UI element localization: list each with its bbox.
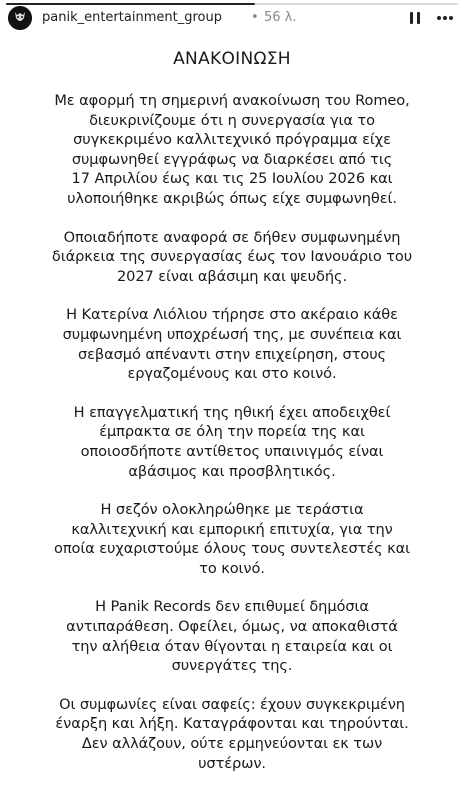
paragraph-line: Η Κατερίνα Λιόλιου τήρησε στο ακέραιο κάθε xyxy=(66,306,398,324)
story-header xyxy=(0,6,464,30)
paragraph-line: σεβασμό απέναντι στην επιχείρηση, στους xyxy=(77,345,387,363)
story-progress-bar xyxy=(6,3,458,5)
paragraph-line: Η Panik Records δεν επιθυμεί δημόσια xyxy=(95,598,369,616)
username-link[interactable]: panik_entertainment_group xyxy=(42,10,222,25)
more-options-button[interactable] xyxy=(433,6,457,30)
paragraph-line: καλλιτεχνική και εμπορική επιτυχία, για την xyxy=(71,520,393,538)
paragraph-line: υστέρων. xyxy=(198,754,266,772)
announcement-paragraph xyxy=(26,228,438,287)
paragraph-line: οποιοσδήποτε αντίθετος υπαινιγμός είναι xyxy=(80,442,384,460)
announcement-paragraph xyxy=(26,695,438,773)
panik-logo-avatar[interactable] xyxy=(8,6,32,30)
paragraph-line: 2027 είναι αβάσιμη και ψευδής. xyxy=(116,267,347,285)
paragraph-line: Με αφορμή τη σημερινή ανακοίνωση του Romeo, xyxy=(54,92,410,109)
announcement-title: ΑΝΑΚΟΙΝΩΣΗ xyxy=(173,49,291,69)
more-options-icon xyxy=(436,15,454,21)
paragraph-line: συμφωνημένη υποχρέωσή της, με συνέπεια και xyxy=(62,325,402,343)
announcement-paragraph xyxy=(26,403,438,481)
paragraph-line: έναρξη και λήξη. Καταγράφονται και τηρούνται. xyxy=(55,715,409,733)
paragraph-line: αντιπαράθεση. Οφείλει, όμως, να αποκαθιστά xyxy=(66,618,398,636)
time-separator: • xyxy=(251,10,259,25)
paragraph-line: Δεν αλλάζουν, ούτε ερμηνεύονται εκ των xyxy=(81,735,383,753)
pause-icon xyxy=(408,11,422,25)
paragraph-line: Η σεζόν ολοκληρώθηκε με τεράστια xyxy=(100,501,364,519)
pause-button[interactable] xyxy=(403,6,427,30)
paragraph-line: συνεργάτες της. xyxy=(171,657,293,675)
paragraph-line: οποία ευχαριστούμε όλους τους συντελεστές και xyxy=(54,540,410,558)
paragraph-line: διάρκεια της συνεργασίας έως τον Ιανουάριο του xyxy=(51,248,413,266)
paragraph-line: 17 Απριλίου έως και τις 25 Ιουλίου 2026 και xyxy=(71,170,393,188)
paragraph-line: συμφωνηθεί εγγράφως να διαρκέσει από τις xyxy=(71,150,393,168)
paragraph-line: Η επαγγελματική της ηθική έχει αποδειχθεί xyxy=(73,403,391,421)
paragraph-line: συγκεκριμένο καλλιτεχνικό πρόγραμμα είχε xyxy=(73,131,391,149)
announcement-paragraph xyxy=(26,500,438,578)
story-progress-fill xyxy=(6,3,255,5)
story-timestamp: 56 λ. xyxy=(264,10,297,25)
paragraph-line: την αλήθεια όταν θίγονται η εταιρεία και οι xyxy=(71,637,393,655)
paragraph-line: το κοινό. xyxy=(199,559,265,577)
announcement-body xyxy=(26,91,438,792)
paragraph-line: διευκρινίζουμε ότι η συνεργασία για το xyxy=(89,111,375,129)
paragraph-line: έμπρακτα σε όλη την πορεία της και xyxy=(99,423,365,441)
announcement-paragraph xyxy=(26,305,438,383)
paragraph-line: Οποιαδήποτε αναφορά σε δήθεν συμφωνημένη xyxy=(63,228,401,246)
announcement-paragraph xyxy=(26,91,438,209)
announcement-paragraph xyxy=(26,597,438,675)
paragraph-line: αβάσιμος και προσβλητικός. xyxy=(128,462,336,480)
paragraph-line: Οι συμφωνίες είναι σαφείς: έχουν συγκεκριμένη xyxy=(59,695,405,713)
paragraph-line: εργαζομένους και στο κοινό. xyxy=(127,365,337,383)
panik-logo-icon xyxy=(8,6,32,30)
paragraph-line: υλοποιήθηκε ακριβώς όπως είχε συμφωνηθεί. xyxy=(67,189,397,207)
